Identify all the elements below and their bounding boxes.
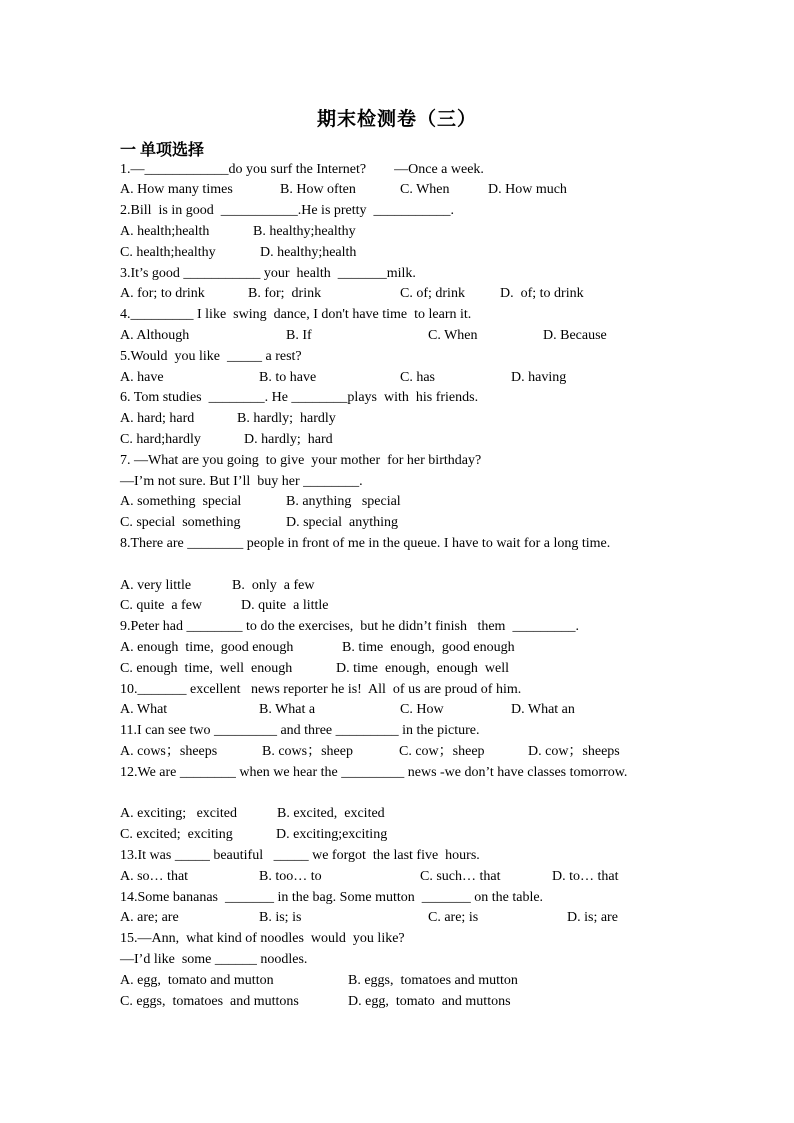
- question-7-line1: 7. —What are you going to give your mother for her birthday?: [120, 453, 482, 468]
- q4-option-a: A. Although: [120, 328, 190, 343]
- q3-option-c: C. of; drink: [400, 286, 465, 301]
- q4-option-d: D. Because: [543, 328, 607, 343]
- question-6: 6. Tom studies ________. He ________plays with his friends.: [120, 390, 479, 405]
- q5-option-a: A. have: [120, 370, 164, 385]
- question-11: 11.I can see two _________ and three _________ in the picture.: [120, 723, 480, 738]
- q6-option-a: A. hard; hard: [120, 411, 195, 426]
- q6-option-d: D. hardly; hard: [244, 432, 333, 447]
- question-12-options-row2: [120, 825, 660, 845]
- q5-option-d: D. having: [511, 370, 567, 385]
- q2-option-c: C. health;healthy: [120, 245, 216, 260]
- section-heading: 一 单项选择: [120, 142, 205, 159]
- q11-option-c: C. cow；sheep: [399, 744, 485, 759]
- question-1-options: [120, 180, 660, 200]
- question-6-options-row2: [120, 430, 660, 450]
- question-9-options-row1: [120, 638, 660, 658]
- question-5: 5.Would you like _____ a rest?: [120, 349, 302, 364]
- question-12: 12.We are ________ when we hear the _________ news -we don’t have classes tomorrow.: [120, 765, 628, 780]
- q5-option-c: C. has: [400, 370, 435, 385]
- q9-option-c: C. enough time, well enough: [120, 661, 293, 676]
- question-8: 8.There are ________ people in front of me in the queue. I have to wait for a long time.: [120, 536, 611, 551]
- q11-option-a: A. cows；sheeps: [120, 744, 218, 759]
- q15-option-b: B. eggs, tomatoes and mutton: [348, 973, 518, 988]
- q15-option-d: D. egg, tomato and muttons: [348, 994, 511, 1009]
- q7-option-b: B. anything special: [286, 494, 401, 509]
- q11-option-d: D. cow；sheeps: [528, 744, 620, 759]
- q8-option-c: C. quite a few: [120, 598, 203, 613]
- q3-option-a: A. for; to drink: [120, 286, 205, 301]
- q13-option-b: B. too… to: [259, 869, 322, 884]
- q8-option-b: B. only a few: [232, 578, 315, 593]
- q10-option-a: A. What: [120, 702, 168, 717]
- question-13-options: [120, 867, 660, 887]
- q7-option-c: C. special something: [120, 515, 241, 530]
- question-13: 13.It was _____ beautiful _____ we forgot the last five hours.: [120, 848, 480, 863]
- q13-option-c: C. such… that: [420, 869, 501, 884]
- question-6-options-row1: [120, 409, 660, 429]
- question-7-options-row1: [120, 492, 660, 512]
- question-3-options: [120, 284, 660, 304]
- q12-option-a: A. exciting; excited: [120, 806, 238, 821]
- question-11-options: [120, 742, 660, 762]
- q9-option-b: B. time enough, good enough: [342, 640, 515, 655]
- q8-option-d: D. quite a little: [241, 598, 329, 613]
- q9-option-d: D. time enough, enough well: [336, 661, 510, 676]
- q6-option-b: B. hardly; hardly: [237, 411, 336, 426]
- question-8-options-row1: [120, 576, 660, 596]
- q14-option-c: C. are; is: [428, 910, 479, 925]
- q14-option-d: D. is; are: [567, 910, 618, 925]
- question-3: 3.It’s good ___________ your health _______milk.: [120, 266, 416, 281]
- q14-option-a: A. are; are: [120, 910, 179, 925]
- question-7-options-row2: [120, 513, 660, 533]
- question-1: 1.—____________do you surf the Internet? —Once a week.: [120, 162, 484, 177]
- question-15-line1: 15.—Ann, what kind of noodles would you like?: [120, 931, 405, 946]
- q3-option-d: D. of; to drink: [500, 286, 584, 301]
- q12-option-d: D. exciting;exciting: [276, 827, 388, 842]
- question-4-options: [120, 326, 660, 346]
- q10-option-b: B. What a: [259, 702, 316, 717]
- question-10-options: [120, 700, 660, 720]
- question-8-options-row2: [120, 596, 660, 616]
- q2-option-d: D. healthy;health: [260, 245, 357, 260]
- question-12-options-row1: [120, 804, 660, 824]
- question-14: 14.Some bananas _______ in the bag. Some mutton _______ on the table.: [120, 890, 544, 905]
- q8-option-a: A. very little: [120, 578, 192, 593]
- q5-option-b: B. to have: [259, 370, 317, 385]
- q13-option-d: D. to… that: [552, 869, 619, 884]
- q6-option-c: C. hard;hardly: [120, 432, 201, 447]
- q1-option-b: B. How often: [280, 182, 356, 197]
- q4-option-c: C. When: [428, 328, 478, 343]
- question-4: 4._________ I like swing dance, I don't have time to learn it.: [120, 307, 472, 322]
- q1-option-c: C. When: [400, 182, 450, 197]
- q1-option-a: A. How many times: [120, 182, 233, 197]
- q10-option-c: C. How: [400, 702, 444, 717]
- q1-option-d: D. How much: [488, 182, 567, 197]
- q12-option-b: B. excited, excited: [277, 806, 385, 821]
- question-2-options-row1: [120, 222, 660, 242]
- q11-option-b: B. cows；sheep: [262, 744, 353, 759]
- q9-option-a: A. enough time, good enough: [120, 640, 294, 655]
- question-7-line2: —I’m not sure. But I’ll buy her ________.: [120, 474, 363, 489]
- q4-option-b: B. If: [286, 328, 312, 343]
- page-title: 期末检测卷（三）: [316, 109, 477, 130]
- q14-option-b: B. is; is: [259, 910, 302, 925]
- question-2: 2.Bill is in good ___________.He is pretty ___________.: [120, 203, 455, 218]
- question-2-options-row2: [120, 243, 660, 263]
- question-5-options: [120, 368, 660, 388]
- question-9: 9.Peter had ________ to do the exercises, but he didn’t finish them _________.: [120, 619, 579, 634]
- q2-option-a: A. health;health: [120, 224, 210, 239]
- q10-option-d: D. What an: [511, 702, 575, 717]
- q3-option-b: B. for; drink: [248, 286, 322, 301]
- question-15-options-row2: [120, 992, 660, 1012]
- q7-option-a: A. something special: [120, 494, 242, 509]
- question-9-options-row2: [120, 659, 660, 679]
- question-15-options-row1: [120, 971, 660, 991]
- q15-option-c: C. eggs, tomatoes and muttons: [120, 994, 299, 1009]
- q2-option-b: B. healthy;healthy: [253, 224, 356, 239]
- q7-option-d: D. special anything: [286, 515, 398, 530]
- q13-option-a: A. so… that: [120, 869, 189, 884]
- question-14-options: [120, 908, 660, 928]
- question-15-line2: —I’d like some ______ noodles.: [120, 952, 308, 967]
- q12-option-c: C. excited; exciting: [120, 827, 233, 842]
- q15-option-a: A. egg, tomato and mutton: [120, 973, 274, 988]
- question-10: 10._______ excellent news reporter he is! All of us are proud of him.: [120, 682, 522, 697]
